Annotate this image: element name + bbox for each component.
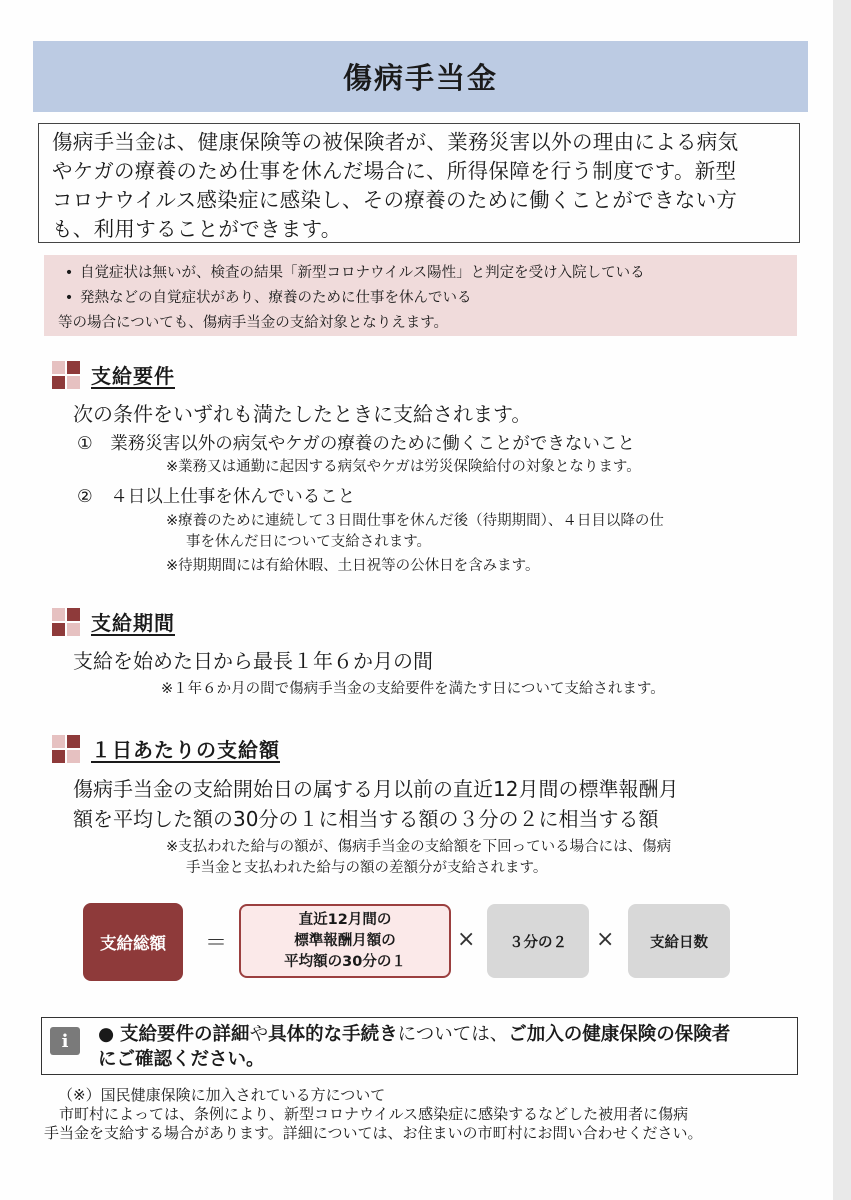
info-emphasis: にご確認ください。 (98, 1049, 265, 1070)
info-emphasis: 支給要件の詳細 (120, 1024, 250, 1045)
section-icon (52, 608, 82, 638)
requirement-item-2-note: 事を休んだ日について支給されます。 (186, 534, 432, 550)
section-heading-period: 支給期間 (91, 611, 175, 635)
equals-sign: ＝ (205, 931, 228, 956)
intro-line: も、利用することができます。 (52, 217, 342, 241)
info-emphasis: 具体的な手続き (268, 1024, 398, 1045)
formula-average-line: 標準報酬月額の (294, 932, 396, 949)
intro-line: コロナウイルス感染症に感染し、その療養のために働くことができない方 (52, 188, 738, 212)
formula-average-box (239, 904, 451, 978)
info-box (41, 1017, 798, 1075)
intro-line: 傷病手当金は、健康保険等の被保険者が、業務災害以外の理由による病気 (52, 130, 739, 154)
info-text (98, 1022, 788, 1072)
section-heading-requirements: 支給要件 (91, 364, 175, 388)
formula-days-box: 支給日数 (628, 904, 730, 978)
notice-bullet: • 発熱などの自覚症状があり、療養のために仕事を休んでいる (58, 286, 797, 311)
period-note: ※１年６か月の間で傷病手当金の支給要件を満たす日について支給されます。 (161, 681, 665, 697)
requirement-item-1: ① 業務災害以外の病気やケガの療養のために働くことができないこと (77, 434, 635, 454)
times-sign: × (457, 927, 476, 952)
info-plain: については、 (397, 1024, 509, 1045)
footnote-line: 手当金を支給する場合があります。詳細については、お住まいの市町村にお問い合わせください。 (44, 1124, 703, 1142)
amount-lead: 額を平均した額の30分の１に相当する額の３分の２に相当する額 (73, 807, 659, 831)
intro-box (38, 123, 800, 243)
formula-total-box: 支給総額 (83, 903, 183, 981)
notice-box (44, 255, 797, 336)
requirement-item-2-note: ※療養のために連続して３日間仕事を休んだ後（待期期間）、４日目以降の仕 (166, 513, 664, 529)
page-edge (833, 0, 851, 1200)
footnote-line: （※）国民健康保険に加入されている方について (58, 1086, 386, 1104)
formula-average-line: 平均額の30分の１ (284, 953, 406, 970)
requirements-lead: 次の条件をいずれも満たしたときに支給されます。 (73, 402, 532, 426)
amount-note: 手当金と支払われた給与の額の差額分が支給されます。 (186, 860, 548, 876)
section-icon (52, 361, 82, 391)
requirement-item-2: ② ４日以上仕事を休んでいること (77, 487, 356, 507)
period-lead: 支給を始めた日から最長１年６か月の間 (73, 649, 433, 673)
notice-bullet: • 自覚症状は無いが、検査の結果「新型コロナウイルス陽性」と判定を受け入院している (58, 261, 797, 286)
amount-lead: 傷病手当金の支給開始日の属する月以前の直近12月間の標準報酬月 (73, 777, 679, 801)
footnote-line: 市町村によっては、条例により、新型コロナウイルス感染症に感染するなどした被用者に傷病 (44, 1105, 689, 1123)
page-title: 傷病手当金 (342, 61, 498, 95)
title-banner (33, 41, 808, 112)
info-emphasis: ご加入の健康保険の保険者 (508, 1024, 731, 1045)
footnote (44, 1086, 703, 1143)
times-sign: × (596, 927, 615, 952)
formula-two-thirds-box: ３分の２ (487, 904, 589, 978)
info-bullet: ● (98, 1024, 115, 1045)
amount-note: ※支払われた給与の額が、傷病手当金の支給額を下回っている場合には、傷病 (166, 839, 672, 855)
info-icon: i (50, 1027, 80, 1055)
requirement-item-1-note: ※業務又は通勤に起因する病気やケガは労災保険給付の対象となります。 (166, 459, 641, 475)
intro-line: やケガの療養のため仕事を休んだ場合に、所得保障を行う制度です。新型 (52, 159, 737, 183)
notice-footer: 等の場合についても、傷病手当金の支給対象となりえます。 (58, 315, 449, 331)
requirement-item-2-note-2: ※待期期間には有給休暇、土日祝等の公休日を含みます。 (166, 558, 540, 574)
section-heading-amount: １日あたりの支給額 (91, 738, 280, 762)
section-icon (52, 735, 82, 765)
formula-average-line: 直近12月間の (298, 911, 392, 928)
info-plain: や (249, 1024, 269, 1045)
